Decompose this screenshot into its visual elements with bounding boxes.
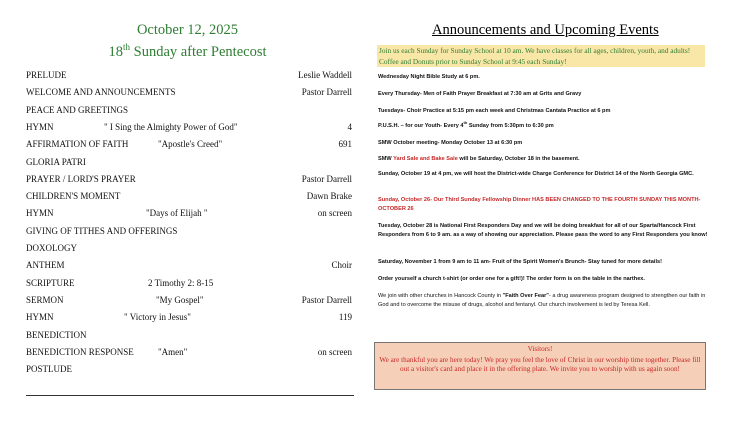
- worship-item: SERMON: [26, 294, 64, 305]
- worship-row: [26, 224, 352, 238]
- worship-row: [26, 120, 352, 134]
- worship-row: [26, 241, 352, 255]
- worship-leader: on screen: [317, 346, 352, 357]
- worship-row: [26, 172, 352, 186]
- ffear-text-c: - a drug awareness program designed to strengthen our faith in God and to overcome the misuse of drugs, alcohol and fentanyl. Our church involvement is led by Teresa Kell.: [378, 293, 706, 309]
- worship-row: [26, 293, 352, 307]
- worship-item: BENEDICTION: [26, 329, 87, 340]
- worship-item: DOXOLOGY: [26, 243, 77, 253]
- announcement-fellowship-dinner: Sunday, October 26- Our Third Sunday Fellowship Dinner HAS BEEN CHANGED TO THE FOURTH SUNDAY THIS MONTH- OCTOBER 26: [378, 197, 701, 213]
- worship-row: [26, 328, 352, 342]
- worship-item: AFFIRMATION OF FAITH: [26, 139, 129, 150]
- worship-row: [26, 189, 352, 203]
- worship-item: HYMN: [26, 312, 54, 323]
- sunday-label: Sunday after Pentecost: [130, 44, 267, 60]
- worship-item: HYMN: [26, 121, 54, 132]
- worship-item: GIVING OF TITHES AND OFFERINGS: [26, 225, 178, 236]
- worship-item: WELCOME AND ANNOUNCEMENTS: [26, 87, 176, 98]
- worship-detail: " Victory in Jesus": [124, 312, 191, 323]
- worship-row: [26, 206, 352, 220]
- worship-item: PRELUDE: [26, 70, 67, 80]
- announcement-smw-meeting: SMW October meeting- Monday October 13 at 6:30 pm: [378, 140, 523, 146]
- ffear-title: "Faith Over Fear": [502, 293, 549, 299]
- worship-detail: "Amen": [158, 346, 188, 357]
- liturgical-sunday: [0, 44, 375, 61]
- service-date: October 12, 2025: [136, 22, 239, 38]
- worship-item: PEACE AND GREETINGS: [26, 104, 129, 115]
- worship-row: [26, 310, 352, 324]
- sunday-number: 18: [108, 44, 123, 60]
- worship-item: ANTHEM: [26, 260, 65, 271]
- visitors-title: Visitors!: [527, 345, 553, 353]
- divider-line: [26, 395, 354, 396]
- push-text-b: Sunday from 5:30pm to 6:30 pm: [467, 123, 554, 129]
- worship-leader: Leslie Waddell: [298, 70, 352, 80]
- worship-detail: "Apostle's Creed": [158, 139, 223, 150]
- worship-leader: 119: [338, 312, 352, 323]
- worship-detail: "My Gospel": [156, 294, 204, 305]
- worship-leader: 691: [338, 139, 352, 150]
- visitors-box: [374, 342, 706, 390]
- ffear-text-a: We join with other churches in Hancock County in: [378, 293, 503, 299]
- worship-row: [26, 85, 352, 99]
- announcement-faith-over-fear: [378, 292, 708, 310]
- announcements-title: Announcements and Upcoming Events: [432, 22, 659, 38]
- worship-leader: on screen: [317, 208, 352, 219]
- worship-leader: Pastor Darrell: [301, 173, 352, 184]
- worship-leader: Dawn Brake: [306, 191, 352, 202]
- announcement-prayer-breakfast: Every Thursday- Men of Faith Prayer Breakfast at 7:30 am at Grits and Gravy: [378, 91, 582, 97]
- worship-item: BENEDICTION RESPONSE: [26, 346, 134, 357]
- visitors-text: We are thankful you are here today! We pray you feel the love of Christ in our worship time together. Please fill out a visitor's card and place it in the offering plate. We invite you to worship with us again soon!: [379, 355, 701, 374]
- worship-row: [26, 68, 352, 82]
- worship-item: PRAYER / LORD'S PRAYER: [26, 173, 136, 184]
- worship-item: CHILDREN'S MOMENT: [26, 191, 121, 202]
- sunday-suffix: th: [122, 42, 130, 53]
- push-text-a: P.U.S.H. – for our Youth- Every 4: [378, 123, 464, 129]
- announcement-first-responders: Tuesday, October 28 is National First Responders Day and we will be doing breakfast for all of our Sparta/Hancock First Responders from 6 to 9 am. as a way of showing our appreciation. Please pass the word to any First Responders you know!: [378, 223, 708, 239]
- worship-row: [26, 155, 352, 169]
- worship-row: [26, 103, 352, 117]
- yard-sale-suffix: will be Saturday, October 18 in the basement.: [457, 156, 580, 162]
- announcement-charge-conference: Sunday, October 19 at 4 pm, we will host the District-wide Charge Conference for District 14 of the North Georgia GMC.: [378, 171, 694, 177]
- yard-sale-prefix: SMW: [378, 156, 394, 162]
- worship-detail: "Days of Elijah ": [146, 208, 208, 219]
- announcement-yard-sale: [378, 155, 708, 164]
- announcement-bible-study: Wednesday Night Bible Study at 6 pm.: [378, 74, 480, 80]
- yard-sale-red: Yard Sale and Bake Sale: [393, 156, 458, 162]
- worship-detail: 2 Timothy 2: 8-15: [148, 277, 214, 288]
- worship-row: [26, 137, 352, 151]
- worship-leader: Pastor Darrell: [301, 294, 352, 305]
- announcement-push: [378, 122, 708, 131]
- worship-leader: 4: [347, 121, 352, 132]
- announcement-choir: Tuesdays- Choir Practice at 5:15 pm each week and Christmas Cantata Practice at 6 pm: [378, 108, 611, 114]
- worship-row: [26, 276, 352, 290]
- worship-row: [26, 362, 352, 376]
- worship-row: [26, 345, 352, 359]
- worship-detail: " I Sing the Almighty Power of God": [104, 121, 238, 132]
- worship-item: SCRIPTURE: [26, 277, 75, 288]
- push-sup: th: [463, 120, 468, 126]
- worship-leader: Choir: [331, 260, 352, 271]
- worship-item: GLORIA PATRI: [26, 156, 86, 167]
- worship-item: HYMN: [26, 208, 54, 219]
- announcement-womens-brunch: Saturday, November 1 from 9 am to 11 am- Fruit of the Spirit Women's Brunch- Stay tuned for more details!: [378, 259, 662, 265]
- announcement-tshirt: Order yourself a church t-shirt (or order one for a gift!)! The order form is on the table in the narthex.: [378, 276, 645, 282]
- worship-item: POSTLUDE: [26, 364, 73, 375]
- worship-leader: Pastor Darrell: [301, 87, 352, 98]
- sunday-school-highlight: Join us each Sunday for Sunday School at 10 am. We have classes for all ages, children, youth, and adults! Coffee and Donuts prior to Sunday School at 9:45 each Sunday!: [377, 45, 705, 67]
- worship-row: [26, 258, 352, 272]
